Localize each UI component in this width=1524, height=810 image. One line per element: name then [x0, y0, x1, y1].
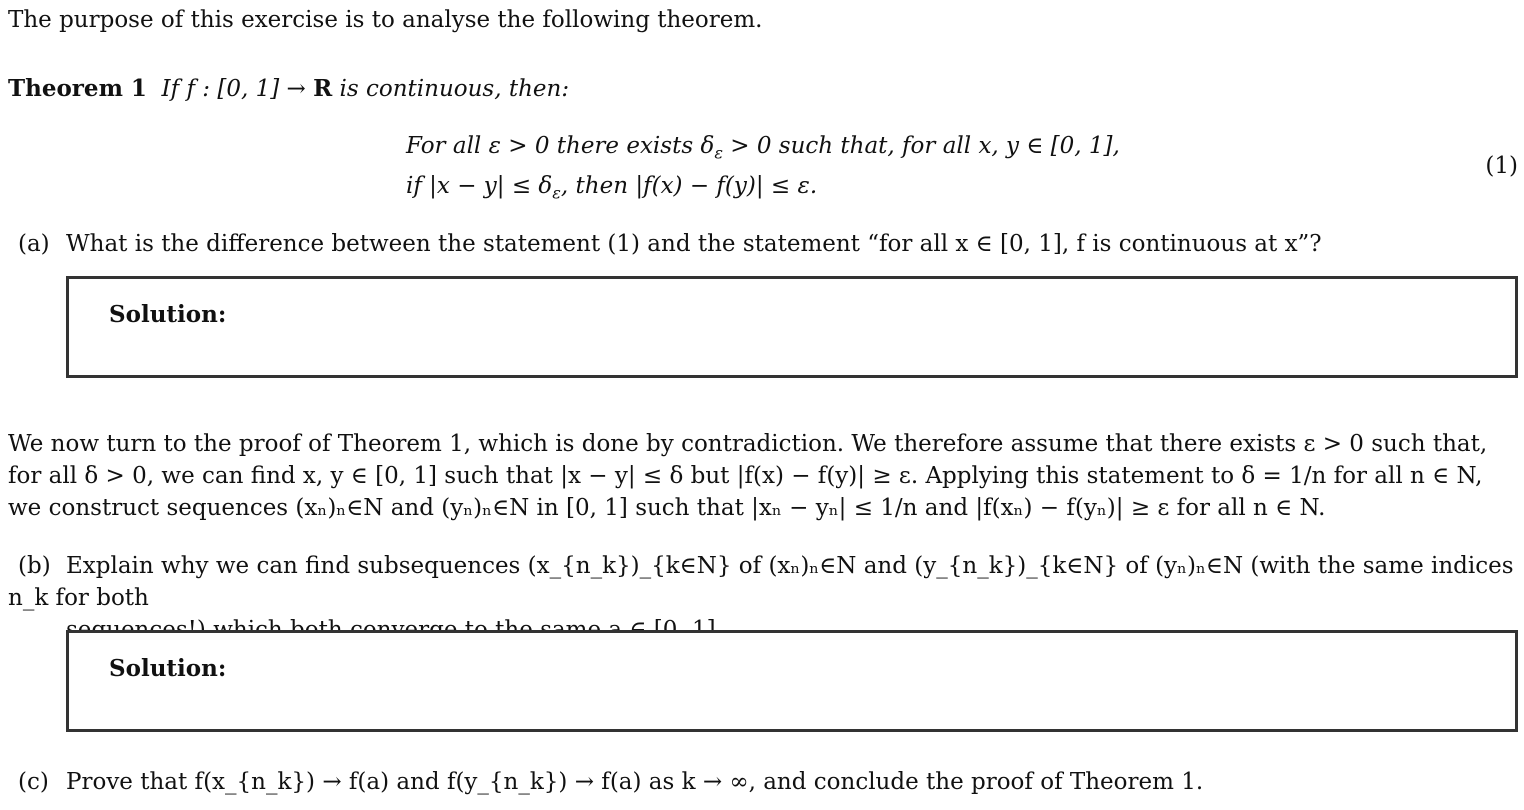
paragraph-line-3: we construct sequences (xₙ)ₙ∈N and (yₙ)ₙ∈N in [0, 1] such that |xₙ − yₙ| ≤ 1/n and |f(xₙ) − f(yₙ)| ≥ ε for all n ∈ N. [8, 495, 1326, 521]
question-a-label: (a) [18, 231, 50, 257]
solution-box-b[interactable] [66, 630, 1518, 732]
question-c [8, 766, 1518, 798]
intro-text: The purpose of this exercise is to analyse the following theorem. [8, 7, 763, 33]
paragraph-line-1: We now turn to the proof of Theorem 1, which is done by contradiction. We therefore assume that there exists ε > 0 such that, [8, 431, 1488, 457]
theorem-map: f : [0, 1] → [186, 76, 314, 102]
paragraph-line-2: for all δ > 0, we can find x, y ∈ [0, 1] such that |x − y| ≤ δ but |f(x) − f(y)| ≥ ε. Applying this statement to δ = 1/n for all n ∈ N, [8, 463, 1483, 489]
question-b-label: (b) [18, 553, 51, 579]
theorem-reals: R [313, 75, 333, 102]
theorem-prefix: If [161, 76, 180, 102]
theorem-suffix: is continuous, then: [339, 76, 570, 102]
question-a-text: What is the difference between the statement (1) and the statement “for all x ∈ [0, 1], f is continuous at x”? [66, 231, 1322, 257]
theorem-label: Theorem 1 [8, 75, 147, 102]
question-b-line-1: Explain why we can find subsequences (x_{n_k})_{k∈N} of (xₙ)ₙ∈N and (y_{n_k})_{k∈N} of (yₙ)ₙ∈N (with the same indices n_k for both [8, 553, 1514, 611]
equation-line-1: For all ε > 0 there exists $\delta_\varepsilon > 0$ such that, for all x, y ∈ [0, 1], [406, 133, 1120, 163]
theorem-statement [8, 73, 1518, 105]
equation-line-2: if $|x - y| \le \delta_\varepsilon$, then |f(x) − f(y)| ≤ ε. [406, 173, 818, 203]
proof-paragraph [8, 428, 1518, 524]
question-c-label: (c) [18, 769, 49, 795]
question-a [8, 228, 1518, 260]
solution-box-a[interactable] [66, 276, 1518, 378]
equation-number: (1) [1485, 153, 1518, 179]
solution-label-b: Solution: [109, 655, 227, 682]
solution-label-a: Solution: [109, 301, 227, 328]
question-c-text: Prove that f(x_{n_k}) → f(a) and f(y_{n_k}) → f(a) as k → ∞, and conclude the proof of Theorem 1. [66, 769, 1204, 795]
